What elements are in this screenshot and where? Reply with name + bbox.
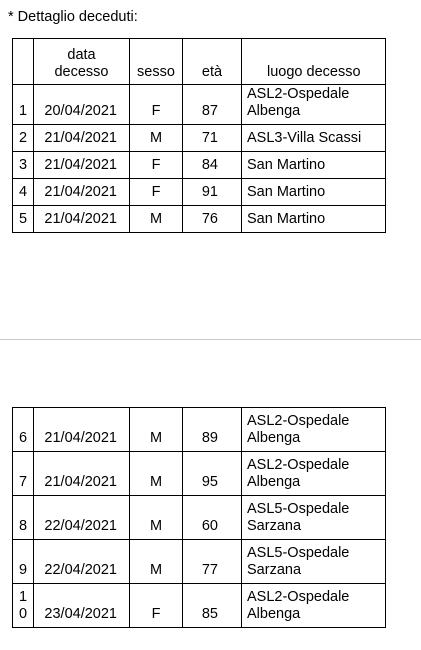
age: 95 [183,452,242,496]
death-location: San Martino [242,152,386,179]
death-date: 20/04/2021 [34,85,130,125]
deaths-table-part-2 [12,407,386,628]
row-number: 2 [13,125,34,152]
header-age: età [183,39,242,85]
row-number: 6 [13,408,34,452]
age: 87 [183,85,242,125]
death-location: ASL2-Ospedale Albenga [242,584,386,628]
table-row [13,152,386,179]
death-date: 23/04/2021 [34,584,130,628]
table-row [13,125,386,152]
sex: M [130,408,183,452]
death-date: 22/04/2021 [34,540,130,584]
document-title: * Dettaglio deceduti: [8,9,138,25]
table-row [13,540,386,584]
row-number: 1 0 [13,584,34,628]
death-location: ASL2-Ospedale Albenga [242,85,386,125]
header-sex: sesso [130,39,183,85]
death-date: 21/04/2021 [34,408,130,452]
sex: M [130,452,183,496]
row-number: 7 [13,452,34,496]
age: 85 [183,584,242,628]
row-number: 4 [13,179,34,206]
death-date: 21/04/2021 [34,125,130,152]
header-date: data decesso [34,39,130,85]
death-location: San Martino [242,179,386,206]
age: 77 [183,540,242,584]
row-number: 5 [13,206,34,233]
sex: M [130,206,183,233]
header-number [13,39,34,85]
sex: F [130,152,183,179]
age: 76 [183,206,242,233]
death-location: ASL5-Ospedale Sarzana [242,496,386,540]
table-row [13,179,386,206]
death-date: 22/04/2021 [34,496,130,540]
row-number: 3 [13,152,34,179]
table-row [13,496,386,540]
death-location: San Martino [242,206,386,233]
row-number: 9 [13,540,34,584]
row-number: 8 [13,496,34,540]
sex: F [130,179,183,206]
table-row [13,206,386,233]
sex: M [130,496,183,540]
death-location: ASL2-Ospedale Albenga [242,452,386,496]
death-location: ASL3-Villa Scassi [242,125,386,152]
table-row [13,408,386,452]
sex: F [130,85,183,125]
age: 84 [183,152,242,179]
death-date: 21/04/2021 [34,152,130,179]
page-break-divider [0,339,421,340]
age: 60 [183,496,242,540]
sex: M [130,540,183,584]
table-row [13,85,386,125]
age: 71 [183,125,242,152]
table-row [13,584,386,628]
age: 89 [183,408,242,452]
age: 91 [183,179,242,206]
sex: M [130,125,183,152]
death-date: 21/04/2021 [34,206,130,233]
table-header-row [13,39,386,85]
death-location: ASL5-Ospedale Sarzana [242,540,386,584]
row-number: 1 [13,85,34,125]
table-row [13,452,386,496]
sex: F [130,584,183,628]
death-location: ASL2-Ospedale Albenga [242,408,386,452]
deaths-table-part-1 [12,38,386,233]
death-date: 21/04/2021 [34,179,130,206]
header-location: luogo decesso [242,39,386,85]
death-date: 21/04/2021 [34,452,130,496]
